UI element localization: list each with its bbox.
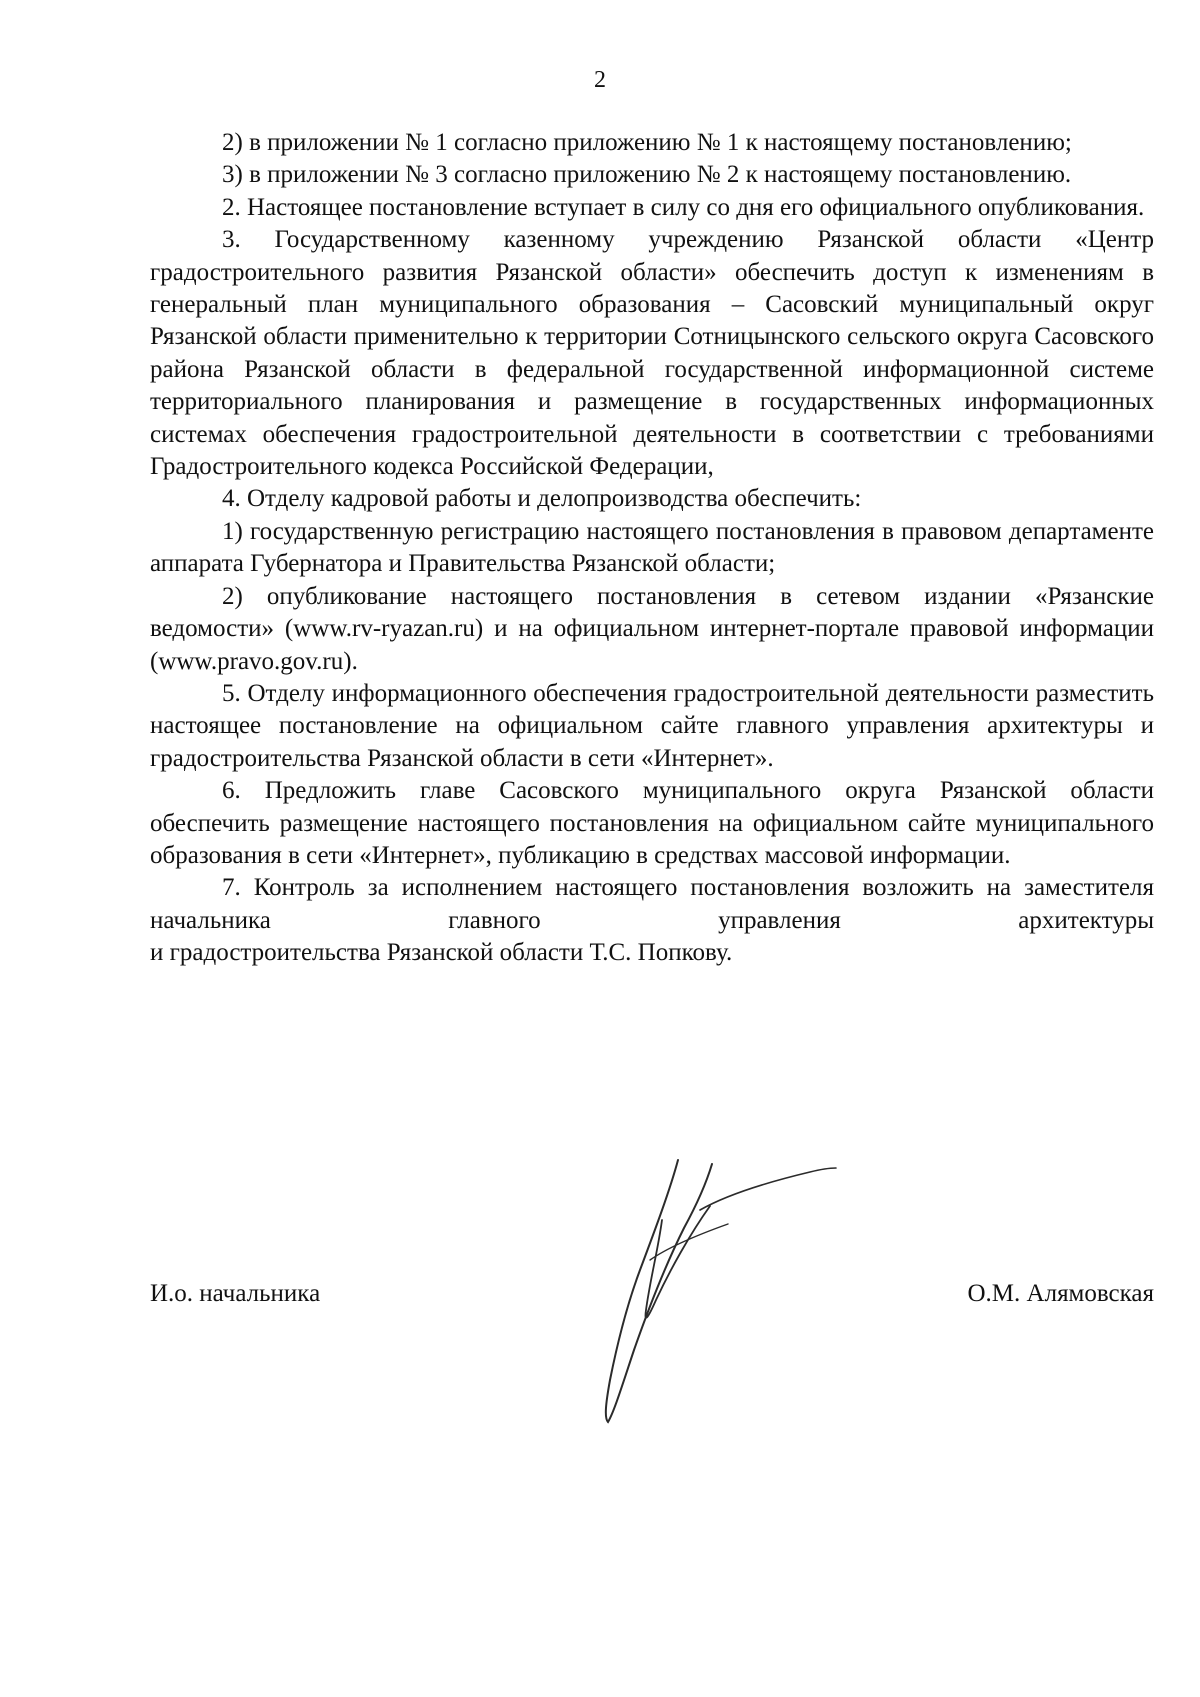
paragraph-point-7-end: и градостроительства Рязанской области Т.С. Попкову.	[150, 939, 733, 967]
paragraph-point-4-item-1: 1) государственную регистрацию настоящего постановления в правовом департаменте аппарата Губернатора и Правительства Рязанской области;	[150, 517, 1154, 578]
paragraph-point-7: 7. Контроль за исполнением настоящего постановления возложить на заместителя начальника главного управления архитектуры	[150, 874, 1154, 934]
paragraph-point-4-item-2: 2) опубликование настоящего постановления в сетевом издании «Рязанские ведомости» (www.rv-ryazan.ru) и на официальном интернет-портале правовой информации (www.pravo.gov.ru).	[150, 582, 1154, 675]
paragraph-point-2: 2. Настоящее постановление вступает в силу со дня его официального опубликования.	[222, 193, 1145, 221]
paragraph-point-4: 4. Отделу кадровой работы и делопроизводства обеспечить:	[222, 485, 862, 513]
paragraph-item-3: 3) в приложении № 3 согласно приложению № 2 к настоящему постановлению.	[222, 161, 1072, 189]
signatory-name: О.М. Алямовская	[967, 1280, 1154, 1307]
document-body	[150, 127, 1154, 970]
paragraph-point-6: 6. Предложить главе Сасовского муниципального округа Рязанской области обеспечить размещение настоящего постановления на официальном сайте муниципального образования в сети «Интернет», публикацию в средствах массовой информации.	[150, 777, 1154, 869]
paragraph-point-3: 3. Государственному казенному учреждению Рязанской области «Центр градостроительного развития Рязанской области» обеспечить доступ к изменениям в генеральный план муниципального образования – Сасовский муниципальный округ Рязанской области применительно к территории Сотницынского сельского округа Сасовского района Рязанской области в федеральной государственной информационной системе территориального планирования и размещение в государственных информационных системах обеспечения градостроительной деятельности в соответствии с требованиями Градостроительного кодекса Российской Федерации,	[150, 226, 1154, 481]
signatory-title: И.о. начальника	[150, 1280, 321, 1307]
paragraph-item-2: 2) в приложении № 1 согласно приложению № 1 к настоящему постановлению;	[222, 129, 1072, 156]
signature-block	[150, 1278, 1154, 1318]
page-number: 2	[594, 67, 606, 93]
paragraph-point-5: 5. Отделу информационного обеспечения градостроительной деятельности разместить настоящее постановление на официальном сайте главного управления архитектуры и градостроительства Рязанской области в сети «Интернет».	[150, 679, 1154, 772]
